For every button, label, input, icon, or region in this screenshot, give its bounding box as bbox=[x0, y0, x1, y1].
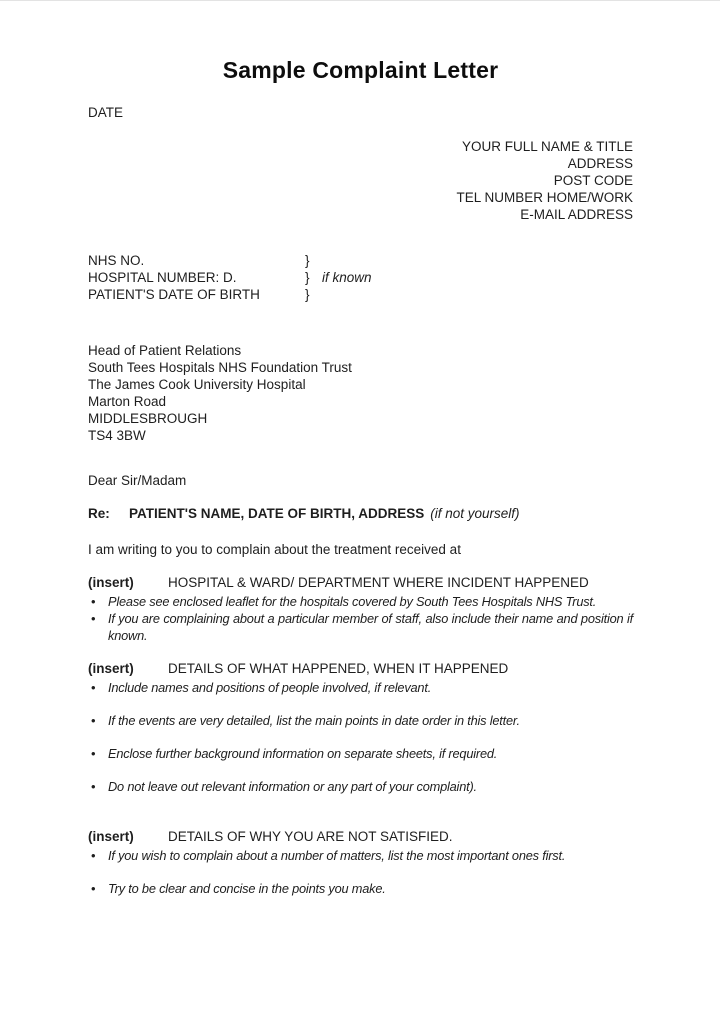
recipient-address-block bbox=[88, 342, 633, 444]
bullet-item: • Enclose further background information on separate sheets, if required. bbox=[88, 745, 633, 762]
patient-id-row bbox=[88, 286, 633, 303]
sender-address-block bbox=[88, 138, 633, 223]
recipient-line-postcode: TS4 3BW bbox=[88, 428, 146, 443]
brace-glyph: } bbox=[305, 270, 310, 285]
bullet-item: • Include names and positions of people involved, if relevant. bbox=[88, 679, 633, 696]
patient-id-block bbox=[88, 252, 633, 303]
re-line bbox=[88, 505, 633, 522]
section-hospital-ward bbox=[88, 574, 633, 644]
recipient-line-city: MIDDLESBROUGH bbox=[88, 411, 208, 426]
section-heading bbox=[88, 660, 633, 677]
recipient-line-hospital: The James Cook University Hospital bbox=[88, 377, 306, 392]
intro-sentence: I am writing to you to complain about the treatment received at bbox=[88, 542, 461, 557]
recipient-line-trust: South Tees Hospitals NHS Foundation Trust bbox=[88, 360, 352, 375]
re-subject: PATIENT'S NAME, DATE OF BIRTH, ADDRESS bbox=[129, 506, 425, 521]
bullet-item: • If you are complaining about a particular member of staff, also include their name and position if known. bbox=[88, 610, 633, 644]
sender-line-address: ADDRESS bbox=[567, 156, 633, 171]
re-prefix: Re: bbox=[88, 506, 110, 521]
brace-glyph: } bbox=[305, 253, 310, 268]
letter-page bbox=[0, 1, 720, 897]
bullet-list bbox=[88, 679, 633, 795]
bullet-item: • Please see enclosed leaflet for the hospitals covered by South Tees Hospitals NHS Trust. bbox=[88, 593, 633, 610]
section-details-what-happened bbox=[88, 660, 633, 795]
section-heading bbox=[88, 828, 633, 845]
nhs-no-label: NHS NO. bbox=[88, 253, 145, 268]
date-label: DATE bbox=[88, 105, 124, 120]
bullet-list bbox=[88, 593, 633, 644]
sender-line-postcode: POST CODE bbox=[553, 173, 633, 188]
recipient-line-role: Head of Patient Relations bbox=[88, 343, 242, 358]
bullet-list bbox=[88, 847, 633, 897]
section-heading bbox=[88, 574, 633, 591]
section-heading-text: DETAILS OF WHAT HAPPENED, WHEN IT HAPPENED bbox=[168, 661, 509, 676]
brace-glyph: } bbox=[305, 287, 310, 302]
sender-line-name: YOUR FULL NAME & TITLE bbox=[461, 139, 633, 154]
insert-label: (insert) bbox=[88, 829, 134, 844]
bullet-item: • If the events are very detailed, list the main points in date order in this letter. bbox=[88, 712, 633, 729]
sender-line-telephone: TEL NUMBER HOME/WORK bbox=[456, 190, 633, 205]
patient-id-row bbox=[88, 269, 633, 286]
bullet-item: • Try to be clear and concise in the points you make. bbox=[88, 880, 633, 897]
patient-id-row bbox=[88, 252, 633, 269]
insert-label: (insert) bbox=[88, 575, 134, 590]
bullet-item: • If you wish to complain about a number of matters, list the most important ones first. bbox=[88, 847, 633, 864]
date-of-birth-label: PATIENT'S DATE OF BIRTH bbox=[88, 287, 260, 302]
bullet-item: • Do not leave out relevant information or any part of your complaint). bbox=[88, 778, 633, 795]
section-why-not-satisfied bbox=[88, 828, 633, 897]
if-known-note: if known bbox=[322, 270, 372, 285]
hospital-number-label: HOSPITAL NUMBER: D. bbox=[88, 270, 237, 285]
salutation: Dear Sir/Madam bbox=[88, 473, 187, 488]
sender-line-email: E-MAIL ADDRESS bbox=[520, 207, 633, 222]
section-heading-text: HOSPITAL & WARD/ DEPARTMENT WHERE INCIDENT HAPPENED bbox=[168, 575, 589, 590]
page-title: Sample Complaint Letter bbox=[222, 57, 499, 83]
insert-label: (insert) bbox=[88, 661, 134, 676]
re-note: (if not yourself) bbox=[430, 506, 520, 521]
recipient-line-street: Marton Road bbox=[88, 394, 167, 409]
section-heading-text: DETAILS OF WHY YOU ARE NOT SATISFIED. bbox=[168, 829, 453, 844]
